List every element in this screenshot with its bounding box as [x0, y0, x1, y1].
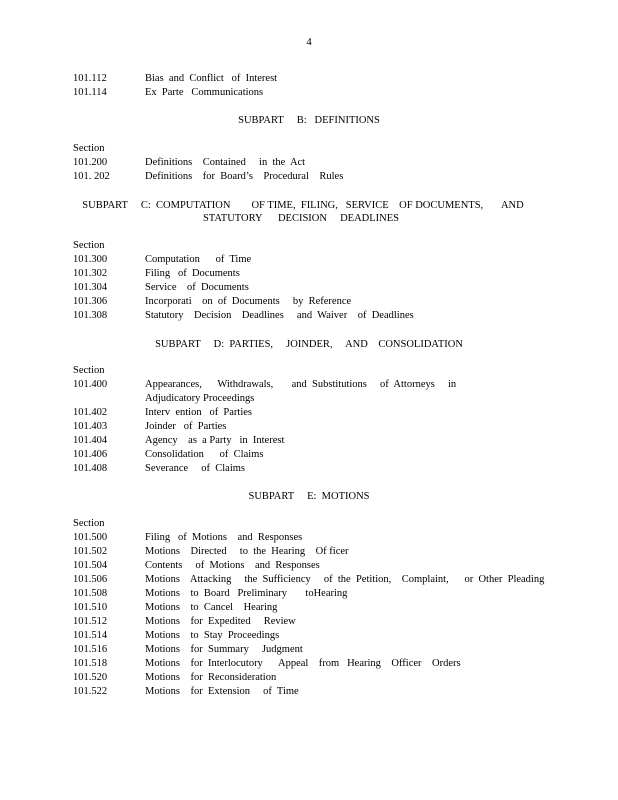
section-label: Section — [73, 143, 105, 154]
toc-entry — [73, 420, 533, 434]
toc-entry — [73, 170, 533, 184]
section-title: Ex Parte Communications — [145, 87, 264, 98]
section-title: Incorporati on of Documents by Reference — [145, 296, 352, 307]
section-title: Service of Documents — [145, 282, 249, 293]
section-number: 101.304 — [73, 282, 108, 293]
toc-entry — [73, 156, 533, 170]
toc-entry — [73, 657, 533, 671]
section-title: Motions for Extension of Time — [145, 686, 299, 697]
section-title: Motions for Reconsideration — [145, 672, 277, 683]
section-title: Motions to Stay Proceedings — [145, 630, 280, 641]
section-number: 101.514 — [73, 630, 108, 641]
section-title: Filing of Documents — [145, 268, 240, 279]
section-title: Motions for Summary Judgment — [145, 644, 303, 655]
subpart-e-heading: SUBPART E: MOTIONS — [248, 491, 370, 502]
section-number: 101.504 — [73, 560, 108, 571]
section-title: Computation of Time — [145, 254, 252, 265]
section-number: 101.402 — [73, 407, 108, 418]
section-number: 101.516 — [73, 644, 108, 655]
toc-entry — [73, 295, 533, 309]
section-title: Statutory Decision Deadlines and Waiver of Deadlines — [145, 310, 414, 321]
toc-entry — [73, 559, 533, 573]
section-number: 101.406 — [73, 449, 108, 460]
subpart-c-heading-line1: SUBPART C: COMPUTATION OF TIME, FILING, SERVICE OF DOCUMENTS, AND — [82, 200, 524, 211]
section-number: 101.400 — [73, 379, 108, 390]
toc-entry — [73, 267, 533, 281]
section-title: Contents of Motions and Responses — [145, 560, 320, 571]
section-number: 101.403 — [73, 421, 108, 432]
section-title: Severance of Claims — [145, 463, 246, 474]
section-number: 101.300 — [73, 254, 108, 265]
section-number: 101.518 — [73, 658, 108, 669]
subpart-b-heading: SUBPART B: DEFINITIONS — [238, 115, 380, 126]
toc-entry — [73, 434, 533, 448]
section-number: 101.200 — [73, 157, 108, 168]
section-number: 101.302 — [73, 268, 108, 279]
toc-entry — [73, 406, 533, 420]
toc-entry — [73, 685, 533, 699]
section-title: Motions Attacking the Sufficiency of the Petition, Complaint, or Other Pleading — [145, 574, 545, 585]
section-title: Definitions for Board’s Procedural Rules — [145, 171, 344, 182]
section-number: 101.112 — [73, 73, 107, 84]
section-title: Motions to Board Preliminary toHearing — [145, 588, 348, 599]
section-label: Section — [73, 518, 105, 529]
section-title: Joinder of Parties — [145, 421, 227, 432]
subpart-d-heading: SUBPART D: PARTIES, JOINDER, AND CONSOLIDATION — [155, 339, 463, 350]
page-number: 4 — [306, 36, 312, 48]
toc-entry — [73, 629, 533, 643]
section-number: 101.522 — [73, 686, 108, 697]
toc-entry — [73, 378, 533, 406]
section-title: Motions for Expedited Review — [145, 616, 296, 627]
toc-entry — [73, 448, 533, 462]
toc-entry — [73, 643, 533, 657]
section-number: 101.404 — [73, 435, 108, 446]
section-title: Motions to Cancel Hearing — [145, 602, 278, 613]
subpart-e-list — [73, 517, 545, 699]
toc-entry — [73, 86, 533, 100]
section-number: 101.512 — [73, 616, 108, 627]
subpart-c-heading-line2: STATUTORY DECISION DEADLINES — [202, 213, 400, 224]
toc-entry — [73, 615, 533, 629]
section-number: 101.408 — [73, 463, 108, 474]
section-number: 101. 202 — [73, 171, 110, 182]
toc-entry — [73, 309, 533, 323]
toc-entry — [73, 281, 533, 295]
section-number: 101.114 — [73, 87, 107, 98]
section-title: Filing of Motions and Responses — [145, 532, 303, 543]
section-title: Appearances, Withdrawals, and Substitutions of Attorneys in Adjudicatory Proceedings — [145, 379, 461, 404]
section-number: 101.502 — [73, 546, 108, 557]
toc-entry — [73, 573, 545, 587]
section-label: Section — [73, 240, 105, 251]
subpart-d-list — [73, 364, 533, 476]
section-number: 101.520 — [73, 672, 108, 683]
toc-entry — [73, 253, 533, 267]
section-title: Motions Directed to the Hearing Of ficer — [145, 546, 349, 557]
section-label: Section — [73, 365, 105, 376]
top-entry-list — [73, 72, 533, 100]
section-title: Motions for Interlocutory Appeal from Hearing Officer Orders — [145, 658, 461, 669]
toc-entry — [73, 462, 533, 476]
section-title: Bias and Conflict of Interest — [145, 73, 278, 84]
section-title: Definitions Contained in the Act — [145, 157, 306, 168]
section-title: Consolidation of Claims — [145, 449, 264, 460]
section-number: 101.500 — [73, 532, 108, 543]
section-number: 101.510 — [73, 602, 108, 613]
section-number: 101.508 — [73, 588, 108, 599]
toc-entry — [73, 545, 533, 559]
subpart-c-list — [73, 239, 533, 323]
toc-entry — [73, 72, 533, 86]
section-number: 101.308 — [73, 310, 108, 321]
section-title: Interv ention of Parties — [145, 407, 253, 418]
toc-entry — [73, 601, 533, 615]
section-number: 101.506 — [73, 574, 108, 585]
toc-entry — [73, 587, 533, 601]
subpart-b-list — [73, 142, 533, 184]
section-title: Agency as a Party in Interest — [145, 435, 285, 446]
section-number: 101.306 — [73, 296, 108, 307]
toc-entry — [73, 531, 533, 545]
toc-entry — [73, 671, 533, 685]
